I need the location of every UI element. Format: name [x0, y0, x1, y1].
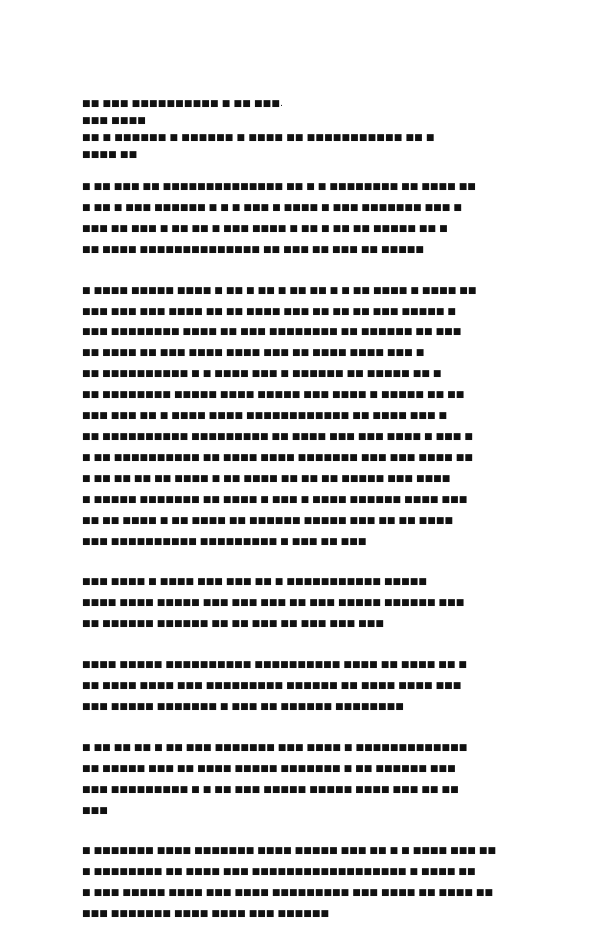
- document-header: [82, 96, 512, 164]
- text-line: ■■■ ■■■■■■■■■■ ■■■■■■■■■ ■ ■■■ ■■ ■■■: [82, 536, 367, 547]
- header-line-4: ■■■■ ■■: [82, 150, 138, 160]
- text-line: ■■■: [82, 805, 108, 816]
- text-line: ■■■ ■■■ ■■■ ■■■■ ■■ ■■ ■■■■ ■■■ ■■ ■■ ■■ ■■■ ■■■■■ ■: [82, 306, 457, 317]
- text-line: ■■ ■■ ■■■■ ■ ■■ ■■■■ ■■ ■■■■■■ ■■■■■ ■■■ ■■ ■■ ■■■■: [82, 515, 454, 526]
- text-line: ■ ■■ ■■■■■■■■■■ ■■ ■■■■ ■■■■ ■■■■■■■ ■■■ ■■■ ■■■■ ■■: [82, 452, 473, 463]
- text-line: ■■ ■■■■ ■■ ■■■ ■■■■ ■■■■ ■■■ ■■ ■■■■ ■■■■ ■■■ ■: [82, 348, 425, 359]
- text-line: ■■ ■■■■■■ ■■■■■■ ■■ ■■ ■■■ ■■ ■■■ ■■■ ■■■: [82, 619, 384, 630]
- text-line: ■■ ■■■■■■■■■■ ■ ■ ■■■■ ■■■ ■ ■■■■■■ ■■ ■■■■■ ■■ ■: [82, 369, 442, 380]
- text-line: ■ ■■ ■ ■■■ ■■■■■■ ■ ■ ■ ■■■ ■ ■■■■ ■ ■■■ ■■■■■■■ ■■■ ■: [82, 202, 462, 213]
- text-line: ■ ■■■■ ■■■■■ ■■■■ ■ ■■ ■ ■■ ■ ■■ ■■ ■ ■ ■■ ■■■■ ■ ■■■■ ■■: [82, 285, 477, 296]
- paragraph: [82, 655, 512, 718]
- text-line: ■■ ■■■■■ ■■■ ■■ ■■■■ ■■■■■ ■■■■■■■ ■ ■■ ■■■■■■ ■■■: [82, 763, 456, 774]
- text-line: ■■ ■■■■ ■■■■■■■■■■■■■■ ■■ ■■■ ■■ ■■■ ■■ ■■■■■: [82, 244, 425, 255]
- text-line: ■ ■■■■■■■■ ■■ ■■■■ ■■■ ■■■■■■■■■■■■■■■■■■ ■ ■■■■ ■■: [82, 867, 476, 878]
- text-line: ■ ■■■■■■■ ■■■■ ■■■■■■■ ■■■■ ■■■■■ ■■■ ■■ ■ ■ ■■■■ ■■■ ■■: [82, 846, 497, 857]
- text-line: ■■■ ■■■ ■■ ■ ■■■■ ■■■■ ■■■■■■■■■■■■ ■■ ■■■■ ■■■ ■: [82, 411, 448, 422]
- text-line: ■ ■■ ■■■ ■■ ■■■■■■■■■■■■■■ ■■ ■ ■ ■■■■■■■■ ■■ ■■■■ ■■: [82, 182, 476, 192]
- text-line: ■■■■ ■■■■■ ■■■■■■■■■■ ■■■■■■■■■■ ■■■■ ■■ ■■■■ ■■ ■: [82, 660, 468, 671]
- text-line: ■ ■■ ■■ ■■ ■■ ■■■■ ■ ■■ ■■■■ ■■ ■■ ■■ ■■■■■ ■■■ ■■■■: [82, 473, 451, 484]
- text-line: ■■■ ■■■■■ ■■■■■■■ ■ ■■■ ■■ ■■■■■■ ■■■■■■■■: [82, 701, 404, 712]
- paragraph: [82, 572, 512, 635]
- text-line: ■■ ■■■■■■■■ ■■■■■ ■■■■ ■■■■■ ■■■ ■■■■ ■ ■■■■■ ■■ ■■: [82, 390, 465, 401]
- paragraph: [82, 738, 512, 822]
- header-line-1: ■■ ■■■ ■■■■■■■■■■ ■ ■■ ■■■.: [82, 99, 284, 109]
- text-line: ■■■ ■■■■■■■■■ ■ ■ ■■ ■■■ ■■■■■ ■■■■■ ■■■■ ■■■ ■■ ■■: [82, 784, 459, 795]
- document-body: [82, 177, 512, 945]
- text-line: ■■■ ■■■■■■■ ■■■■ ■■■■ ■■■ ■■■■■■: [82, 909, 330, 920]
- text-line: ■■ ■■■■ ■■■■ ■■■ ■■■■■■■■■ ■■■■■■ ■■ ■■■■ ■■■■ ■■■: [82, 681, 462, 692]
- header-line-2: ■■■ ■■■■: [82, 116, 146, 126]
- text-line: ■ ■■■■■ ■■■■■■■ ■■ ■■■■ ■ ■■■ ■ ■■■■ ■■■■■■ ■■■■ ■■■: [82, 494, 468, 505]
- paragraph: [82, 177, 512, 261]
- text-line: ■■■ ■■ ■■■ ■ ■■ ■■ ■ ■■■ ■■■■ ■ ■■ ■ ■■ ■■ ■■■■■ ■■ ■: [82, 223, 448, 234]
- text-line: ■■■■ ■■■■ ■■■■■ ■■■ ■■■ ■■■ ■■ ■■■ ■■■■■ ■■■■■■ ■■■: [82, 598, 465, 609]
- header-line-3: ■■ ■ ■■■■■■ ■ ■■■■■■ ■ ■■■■ ■■ ■■■■■■■■■■■ ■■ ■: [82, 133, 435, 143]
- text-line: ■ ■■■ ■■■■■ ■■■■ ■■■ ■■■■ ■■■■■■■■■ ■■■ ■■■■ ■■ ■■■■ ■■: [82, 888, 494, 899]
- text-line: ■■■ ■■■■■■■■ ■■■■ ■■ ■■■ ■■■■■■■■ ■■ ■■■■■■ ■■ ■■■: [82, 327, 462, 338]
- paragraph: [82, 841, 512, 925]
- text-line: ■■■ ■■■■ ■ ■■■■ ■■■ ■■■ ■■ ■ ■■■■■■■■■■■ ■■■■■: [82, 577, 427, 588]
- text-line: ■ ■■ ■■ ■■ ■ ■■ ■■■ ■■■■■■■ ■■■ ■■■■ ■ ■■■■■■■■■■■■■: [82, 742, 468, 753]
- text-line: ■■ ■■■■■■■■■■ ■■■■■■■■■ ■■ ■■■■ ■■■ ■■■ ■■■■ ■ ■■■ ■: [82, 431, 473, 442]
- paragraph: [82, 281, 512, 553]
